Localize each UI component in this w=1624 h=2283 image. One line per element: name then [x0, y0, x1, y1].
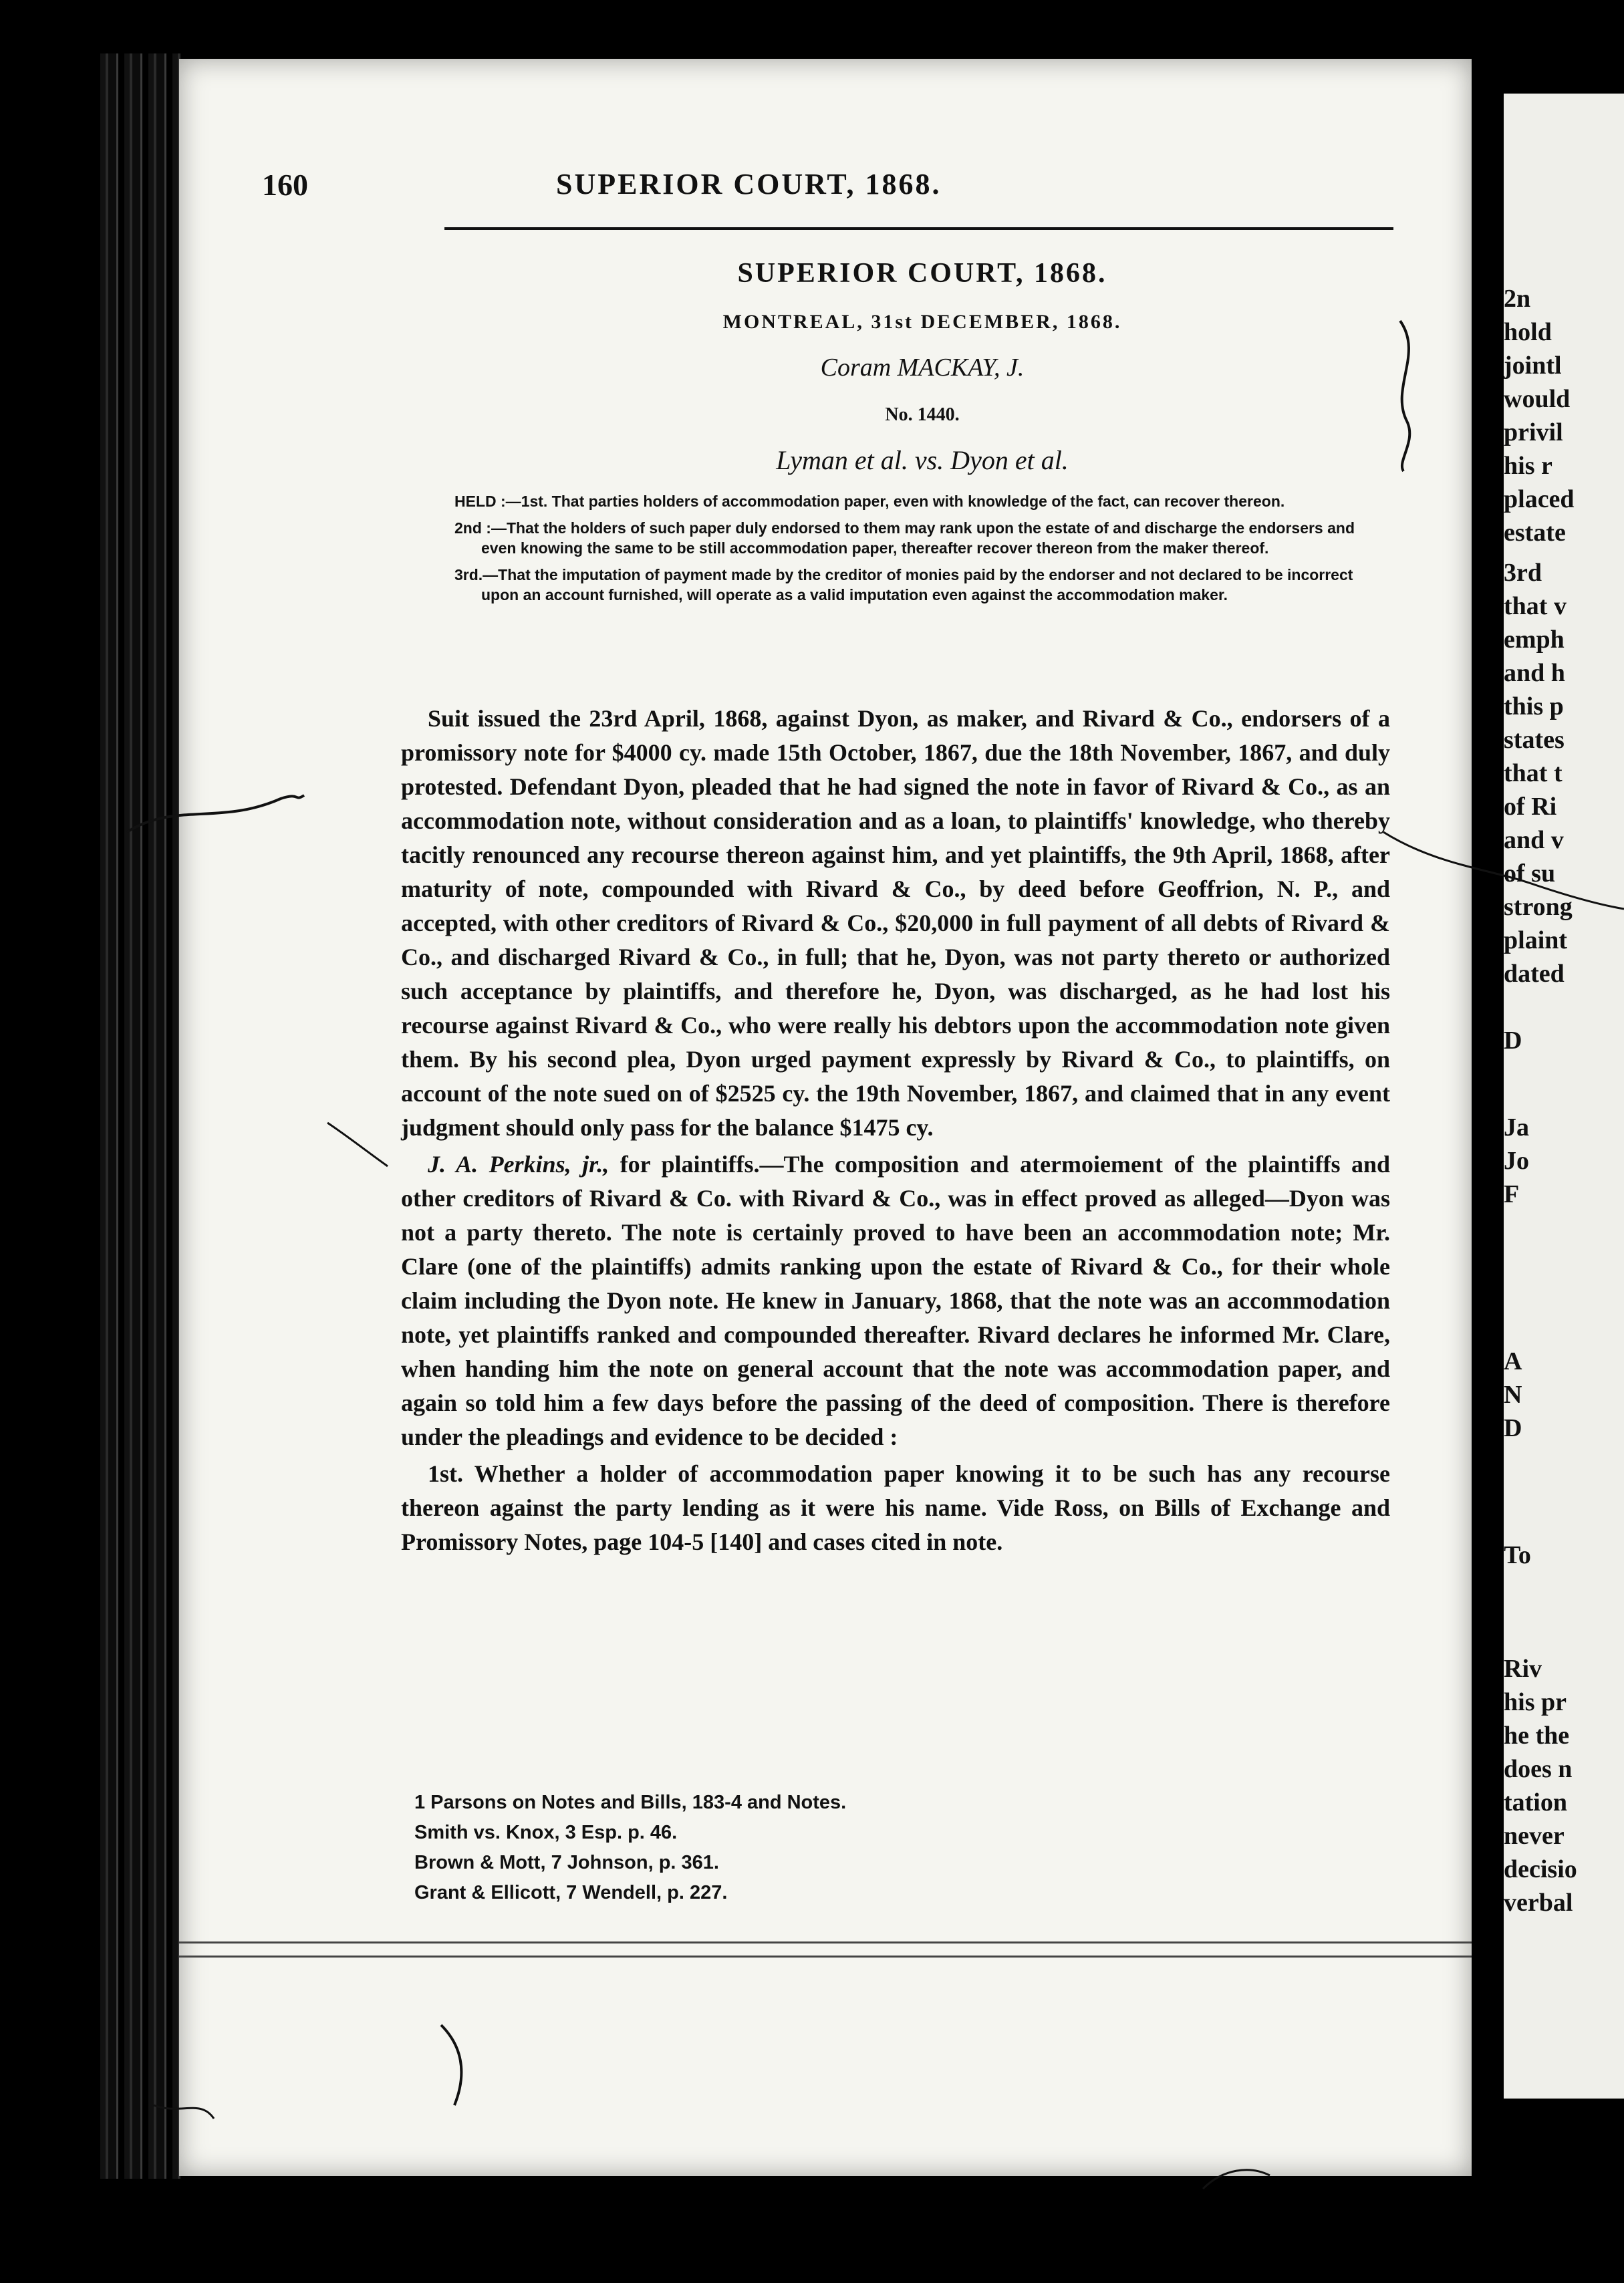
adjacent-text: 2n	[1504, 285, 1531, 313]
report-body	[401, 702, 1390, 1559]
held-point: HELD :—1st. That parties holders of accommodation paper, even with knowledge of the fact, can recover thereon.	[454, 493, 1285, 510]
adjacent-text: and v	[1504, 826, 1564, 854]
adjacent-text: 3rd	[1504, 559, 1542, 587]
adjacent-text: Ja	[1504, 1113, 1529, 1142]
adjacent-text: tation	[1504, 1788, 1567, 1817]
page-header	[262, 167, 1391, 221]
adjacent-text: A	[1504, 1347, 1522, 1375]
adjacent-text: N	[1504, 1381, 1522, 1409]
body-paragraph: 1st. Whether a holder of accommodation paper knowing it to be such has any recourse thereon against the party lending as it were his name. Vide Ross, on Bills of Exchange and Promissory Notes, page 104-5 [140] and cases cited in note.	[401, 1460, 1390, 1555]
adjacent-text: does n	[1504, 1755, 1573, 1783]
adjacent-text: privil	[1504, 418, 1563, 446]
body-paragraph-text: for plaintiffs.—The composition and atermoiement of the plaintiffs and other creditors of Rivard & Co. with Rivard & Co., was in effect proved as alleged—Dyon was not a party thereto. The note is certainly proved to have been an accommodation note; Mr. Clare (one of the plaintiffs) admits ranking upon the estate of Rivard & Co., for their whole claim including the Dyon note. He knew in January, 1868, that the note was an accommodation note, yet plaintiffs ranked and compounded thereafter. Rivard declares he informed Mr. Clare, when handing him the note on general account that the note was accommodation paper, and again so told him a few days before the passing of the deed of composition. There is therefore under the pleadings and evidence to be decided :	[401, 1151, 1390, 1450]
adjacent-text: decisio	[1504, 1855, 1577, 1883]
case-dateline: MONTREAL, 31st DECEMBER, 1868.	[722, 311, 1122, 333]
adjacent-text: To	[1504, 1541, 1531, 1569]
court-heading: SUPERIOR COURT, 1868.	[737, 258, 1107, 289]
adjacent-text: would	[1504, 385, 1571, 413]
adjacent-page-edge	[1504, 94, 1624, 2099]
adjacent-text: estate	[1504, 519, 1566, 547]
adjacent-text: that t	[1504, 759, 1563, 787]
footnote: Grant & Ellicott, 7 Wendell, p. 227.	[414, 1882, 728, 1903]
adjacent-text: this p	[1504, 692, 1564, 720]
adjacent-text: of Ri	[1504, 793, 1557, 821]
case-number: No. 1440.	[885, 404, 960, 425]
footnote: Brown & Mott, 7 Johnson, p. 361.	[414, 1852, 719, 1873]
coram-judge: Coram MACKAY, J.	[820, 354, 1025, 382]
adjacent-text: that v	[1504, 592, 1567, 620]
adjacent-text: F	[1504, 1180, 1520, 1208]
adjacent-text: Jo	[1504, 1147, 1529, 1175]
adjacent-text: he the	[1504, 1722, 1570, 1750]
counsel-name: J. A. Perkins, jr.,	[428, 1151, 610, 1178]
adjacent-text: D	[1504, 1027, 1522, 1055]
adjacent-text: plaint	[1504, 926, 1568, 954]
adjacent-text: verbal	[1504, 1889, 1573, 1917]
case-parties: Lyman et al. vs. Dyon et al.	[776, 445, 1069, 475]
adjacent-text: strong	[1504, 893, 1573, 921]
running-title: SUPERIOR COURT, 1868.	[556, 168, 942, 200]
adjacent-text: jointl	[1504, 352, 1562, 380]
held-point: 3rd.—That the imputation of payment made by the creditor of monies paid by the endorser and not declared to be incorrect upon an account furnished, will operate as a valid imputation even against the accommodation maker.	[454, 566, 1353, 603]
body-paragraph: Suit issued the 23rd April, 1868, against Dyon, as maker, and Rivard & Co., endorsers of a promissory note for $4000 cy. made 15th October, 1867, due the 18th November, 1867, and duly protested. Defendant Dyon, pleaded that he had signed the note in favor of Rivard & Co., as an accommodation note, without consideration and as a loan, to plaintiffs' knowledge, who thereby tacitly renounced any recourse thereon against him, and yet plaintiffs, the 9th April, 1868, after maturity of note, compounded with Rivard & Co., by deed before Geoffrion, N. P., and accepted, with other creditors of Rivard & Co., $20,000 in full payment of all debts of Rivard & Co., and discharged Rivard & Co., in full; that he, Dyon, was not party thereto or authorized such acceptance by plaintiffs, and therefore he, Dyon, was discharged, as he had lost his recourse against Rivard & Co., who were really his debtors upon the accommodation note given them. By his second plea, Dyon urged payment expressly by Rivard & Co., to plaintiffs, on account of the note sued on of $2525 cy. the 19th November, 1867, and claimed that in any event judgment should only pass for the balance $1475 cy.	[401, 705, 1390, 1141]
adjacent-text: dated	[1504, 960, 1565, 988]
adjacent-text: states	[1504, 726, 1565, 754]
adjacent-text: his pr	[1504, 1688, 1567, 1716]
held-point: 2nd :—That the holders of such paper duly endorsed to them may rank upon the estate of and discharge the endorsers and even knowing the same to be still accommodation paper, thereafter recover thereon from the maker thereof.	[454, 519, 1355, 557]
page-number: 160	[262, 168, 308, 202]
page-bottom-rule	[179, 1941, 1472, 1958]
adjacent-text: Riv	[1504, 1655, 1542, 1683]
adjacent-text: and h	[1504, 659, 1565, 687]
adjacent-text: his r	[1504, 452, 1552, 480]
adjacent-text: emph	[1504, 626, 1565, 654]
footnote: 1 Parsons on Notes and Bills, 183-4 and Notes.	[414, 1792, 847, 1813]
adjacent-text: placed	[1504, 485, 1575, 513]
adjacent-text: hold	[1504, 318, 1552, 346]
book-binding	[100, 53, 180, 2179]
footnote: Smith vs. Knox, 3 Esp. p. 46.	[414, 1822, 678, 1843]
footnotes	[414, 1788, 1383, 1908]
body-paragraph	[401, 1148, 1390, 1454]
adjacent-text: of su	[1504, 859, 1556, 888]
headnote-held	[454, 491, 1390, 612]
adjacent-text: never	[1504, 1822, 1565, 1850]
header-rule	[444, 227, 1393, 230]
adjacent-text: D	[1504, 1414, 1522, 1442]
